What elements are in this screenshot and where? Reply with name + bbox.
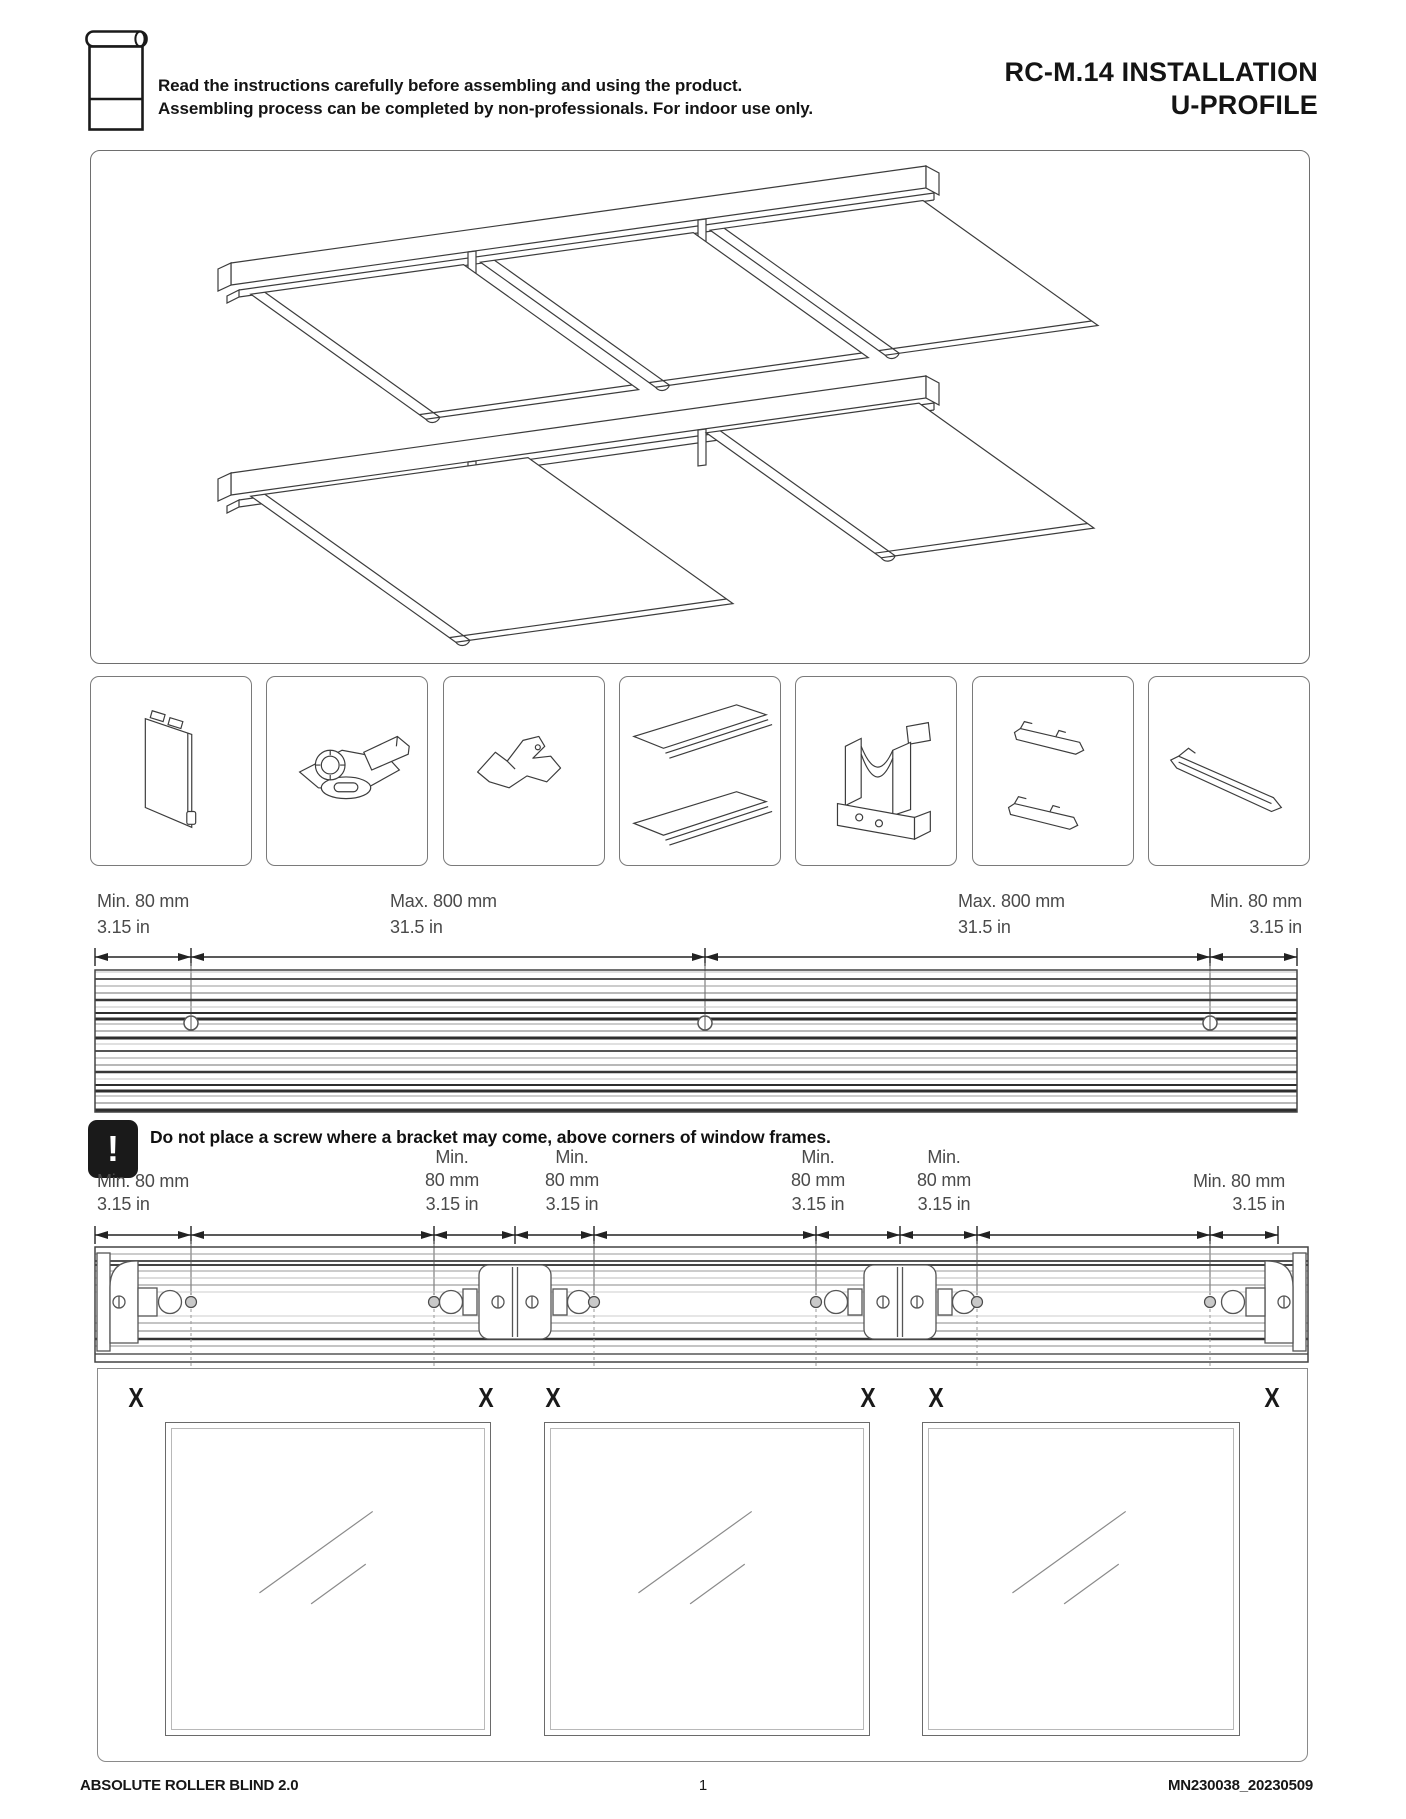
title-line-2: U-PROFILE [1170,90,1318,121]
dim1-label-max-2 [958,889,1065,940]
dim-value: 31.5 in [390,916,443,937]
dim-value: 3.15 in [425,1193,479,1214]
x-mark-4: X [860,1382,876,1413]
main-illustration-box [90,150,1310,664]
roller-blind-icon [85,30,151,132]
dim-value: Max. 800 mm [390,891,497,911]
rail-unit-bottom [218,376,1094,645]
dim-value: Max. 800 mm [958,891,1065,911]
rail-profile-front [95,970,1297,1112]
part-box-dial-bracket [266,676,428,866]
dim-value: Min. 80 mm [1209,891,1302,911]
dial-bracket-icon [267,677,427,865]
part-box-side-clips [972,676,1134,866]
dim-value: 3.15 in [1249,916,1302,937]
dim-value: 3.15 in [791,1193,845,1214]
x-mark-6: X [1264,1382,1280,1413]
x-mark-3: X [545,1382,561,1413]
dim1-label-min-left [97,889,189,940]
glass-reflection [545,1423,869,1735]
dim-value: 80 mm [916,1170,972,1191]
part-box-spring-clip [443,676,605,866]
intro-line-2: Assembling process can be completed by non-professionals. For indoor use only. [158,99,814,119]
dim2-dimension-line [95,1226,1278,1244]
warning-text: Do not place a screw where a bracket may come, above corners of window frames. [150,1127,831,1147]
part-box-end-cap [90,676,252,866]
page-title [1005,56,1319,123]
dim-value: 3.15 in [97,916,150,937]
window-frame-1 [165,1422,491,1736]
intro-text [158,74,813,121]
part-box-rail-profiles [619,676,781,866]
intro-line-1: Read the instructions carefully before assembling and using the product. [158,76,743,95]
dim-value: 3.15 in [1232,1194,1285,1215]
side-clips-icon [973,677,1133,865]
dim2-label-stacked-3 [791,1146,845,1216]
rail-profiles-icon [620,677,780,865]
part-box-corner-holder [795,676,957,866]
dim-value: 31.5 in [958,916,1011,937]
dim2-label-min-left [97,1170,189,1217]
dim2-label-min-right [1085,1170,1285,1217]
exclamation-glyph: ! [107,1128,119,1169]
dim2-label-stacked-1 [425,1146,479,1216]
part-box-cover-strip [1148,676,1310,866]
dim-value: 80 mm [790,1170,846,1191]
parts-list [90,676,1310,866]
footer-document-id: MN230038_20230509 [1167,1777,1313,1794]
window-frame-2 [544,1422,870,1736]
dim-value: Min. 80 mm [97,1171,190,1191]
glass-reflection [166,1423,490,1735]
title-line-1: RC-M.14 INSTALLATION [1004,57,1318,87]
rail-spacing-diagram [80,945,1320,1125]
dim-value: 3.15 in [97,1194,150,1215]
dim-value: 3.15 in [545,1193,599,1214]
dim-value: Min. 80 mm [1192,1171,1285,1191]
dim-value: 80 mm [424,1170,480,1191]
rail-unit-top [218,166,1098,422]
dim-value: Min. [555,1147,589,1167]
dim-value: Min. [435,1147,469,1167]
cover-strip-icon [1149,677,1309,865]
dim-value: Min. [927,1147,961,1167]
dim-value: Min. 80 mm [97,891,190,911]
glass-reflection [923,1423,1239,1735]
dim2-label-stacked-4 [917,1146,971,1216]
footer-page-number: 1 [698,1777,708,1794]
x-mark-5: X [928,1382,944,1413]
footer-product-name: ABSOLUTE ROLLER BLIND 2.0 [80,1777,299,1794]
dim2-label-stacked-2 [545,1146,599,1216]
corner-holder-icon [796,677,956,865]
spring-clip-icon [444,677,604,865]
dim-value: 3.15 in [917,1193,971,1214]
rail-bottom-hatch [95,1323,1308,1362]
screw-position-dots [186,1297,1216,1308]
dim1-label-max-1 [390,889,497,940]
dim-value: Min. [801,1147,835,1167]
rail-top-hatch [95,1247,1308,1285]
rail-isometric-illustration [91,151,1307,661]
x-mark-1: X [128,1382,144,1413]
dim1-label-min-right [1102,889,1302,940]
window-frame-3 [922,1422,1240,1736]
dim-value: 80 mm [544,1170,600,1191]
x-mark-2: X [478,1382,494,1413]
end-cap-plate-icon [91,677,251,865]
